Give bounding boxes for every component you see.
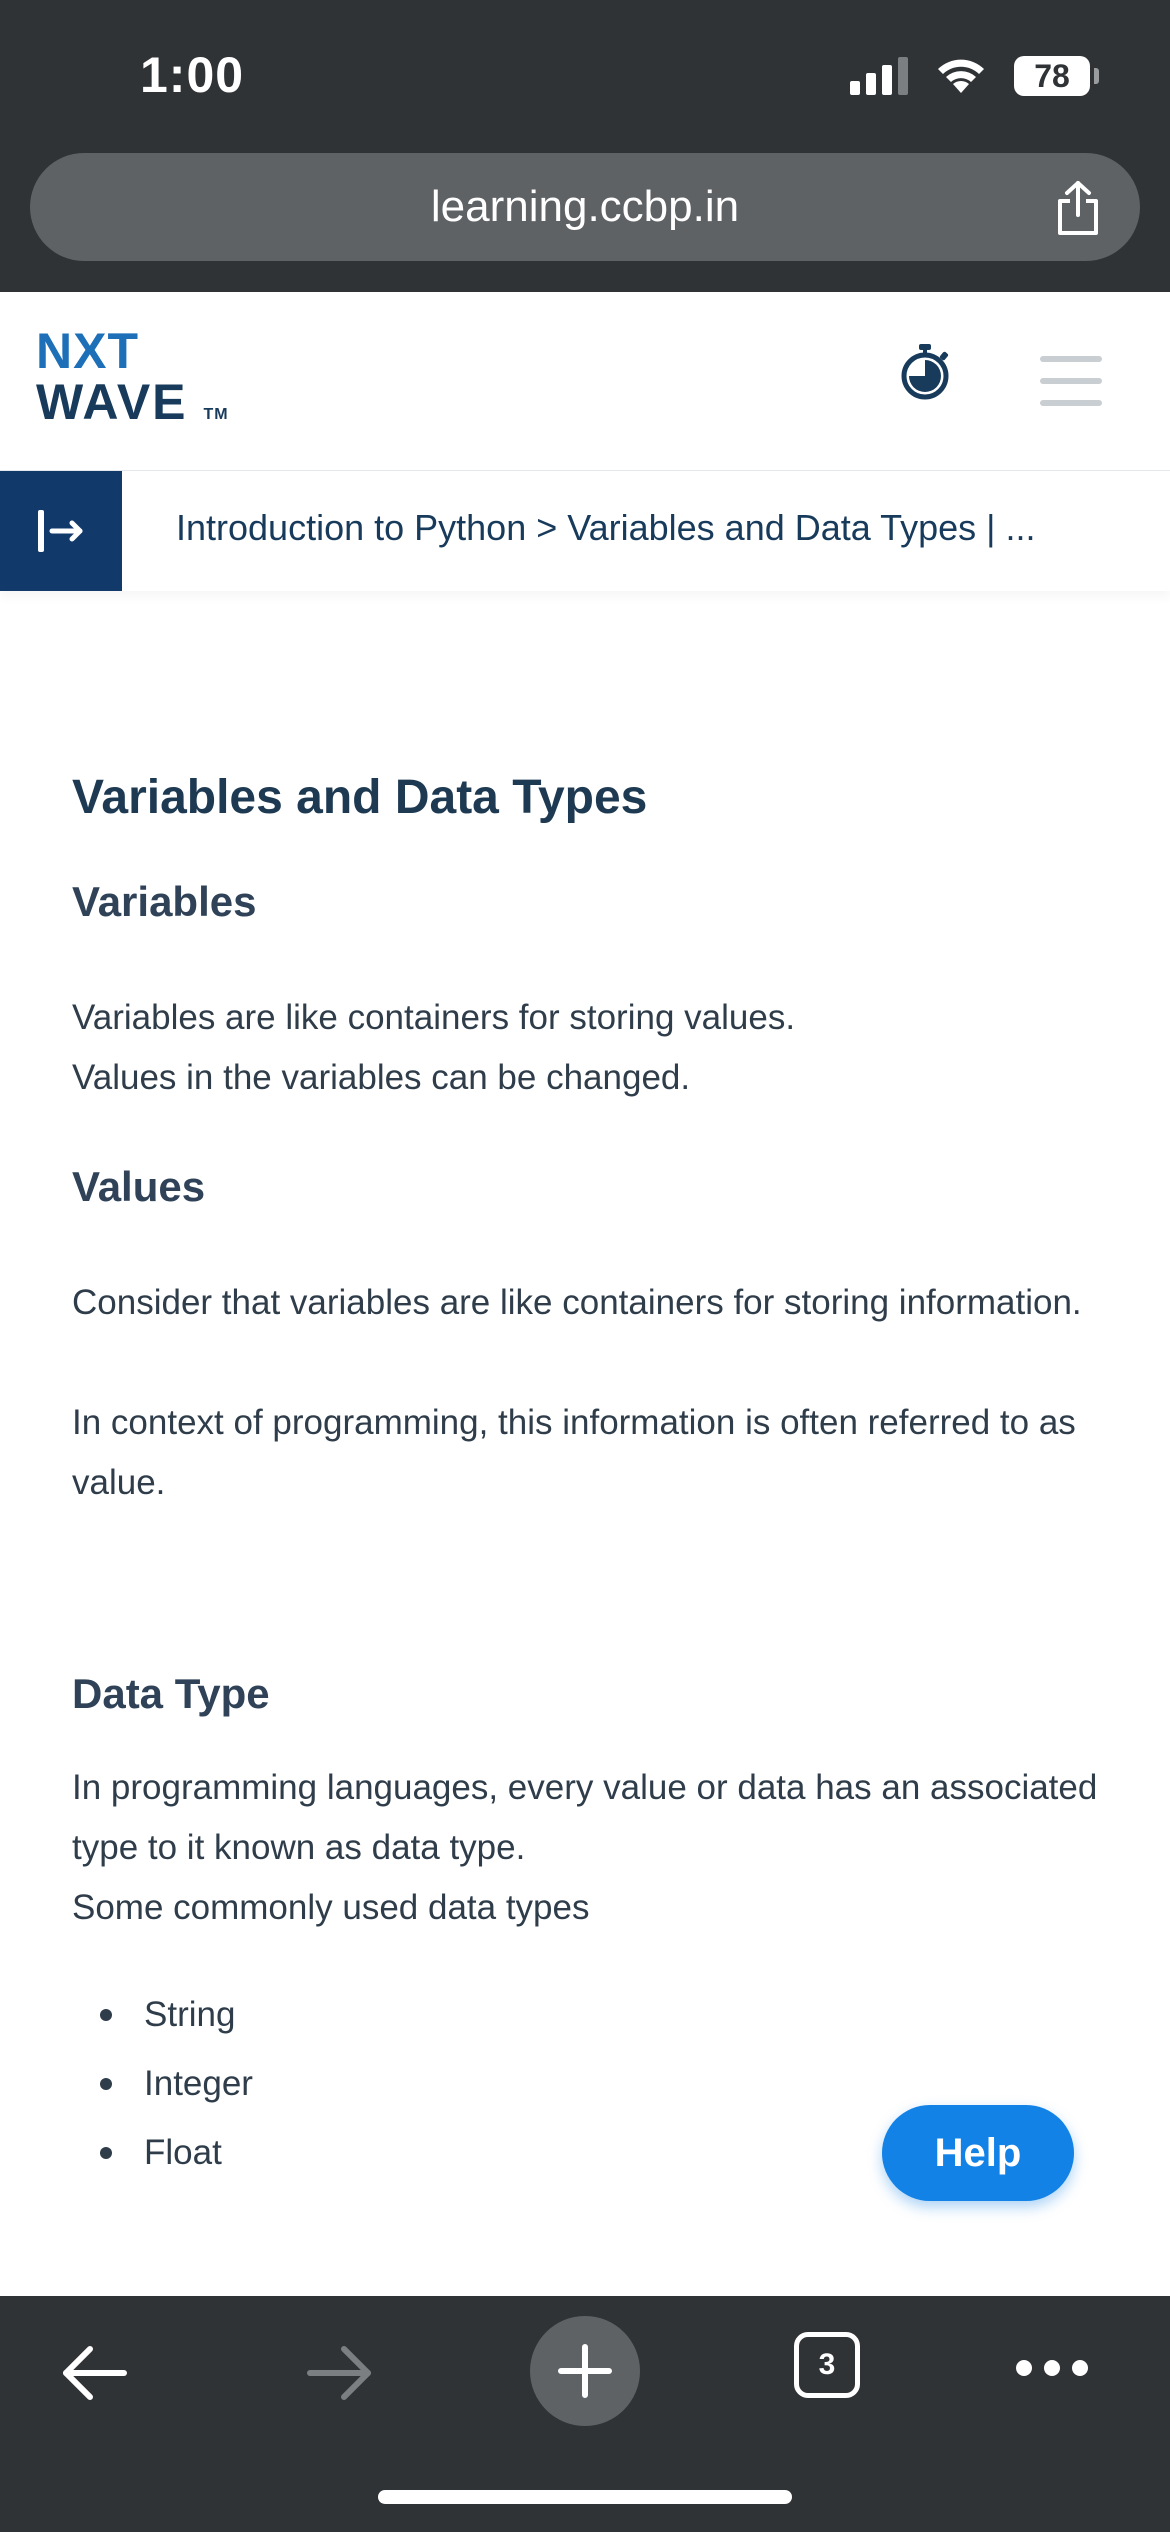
stopwatch-icon[interactable] [898,342,952,402]
address-bar[interactable] [30,153,1140,261]
url-text: learning.ccbp.in [430,182,740,231]
app-header [0,292,1170,473]
logo-line-1: NXT [36,323,139,379]
list-item: String [72,1980,253,2049]
page-title: Variables and Data Types [72,771,648,824]
values-heading: Values [72,1163,206,1210]
status-icons [850,52,1090,100]
values-paragraph-1: Consider that variables are like containers for storing information. [72,1283,1082,1322]
variables-line-1: Variables are like containers for storing values. [72,998,796,1037]
share-icon[interactable] [1052,179,1104,237]
logo-line-2-text: WAVE [36,374,188,430]
breadcrumb-bar [0,471,1170,591]
variables-line-2: Values in the variables can be changed. [72,1058,691,1097]
forward-arrow-icon[interactable] [302,2338,376,2408]
list-item: Integer [72,2049,253,2118]
new-tab-button[interactable] [530,2316,640,2426]
back-arrow-icon[interactable] [58,2338,132,2408]
plus-icon [557,2343,613,2399]
list-item: Float [72,2118,253,2187]
wifi-icon [936,57,986,95]
hamburger-menu-icon[interactable] [1040,356,1102,422]
sidebar-toggle-button[interactable] [0,471,122,591]
nxtwave-logo[interactable] [36,323,236,436]
help-button[interactable]: Help [882,2105,1074,2201]
values-paragraph-2: In context of programming, this information is often referred to as value. [72,1403,1076,1502]
browser-top-bar [0,0,1170,292]
breadcrumb[interactable]: Introduction to Python > Variables and Data Types | ... [176,507,1036,548]
cellular-signal-icon [850,57,908,95]
battery-icon: 78 [1014,56,1090,96]
logo-line-2 [36,376,236,441]
data-type-paragraph-1: In programming languages, every value or data has an associated type to it known as data type. [72,1768,1098,1867]
status-time: 1:00 [140,47,245,103]
logo-trademark: TM [203,406,229,423]
data-type-paragraph-2: Some commonly used data types [72,1888,590,1927]
expand-sidebar-icon [34,506,88,556]
variables-heading: Variables [72,878,257,925]
tab-switcher-button[interactable]: 3 [794,2332,860,2398]
data-types-list [72,1980,253,2187]
more-options-icon[interactable] [1016,2360,1088,2376]
data-type-heading: Data Type [72,1670,270,1717]
home-indicator[interactable] [378,2490,792,2504]
